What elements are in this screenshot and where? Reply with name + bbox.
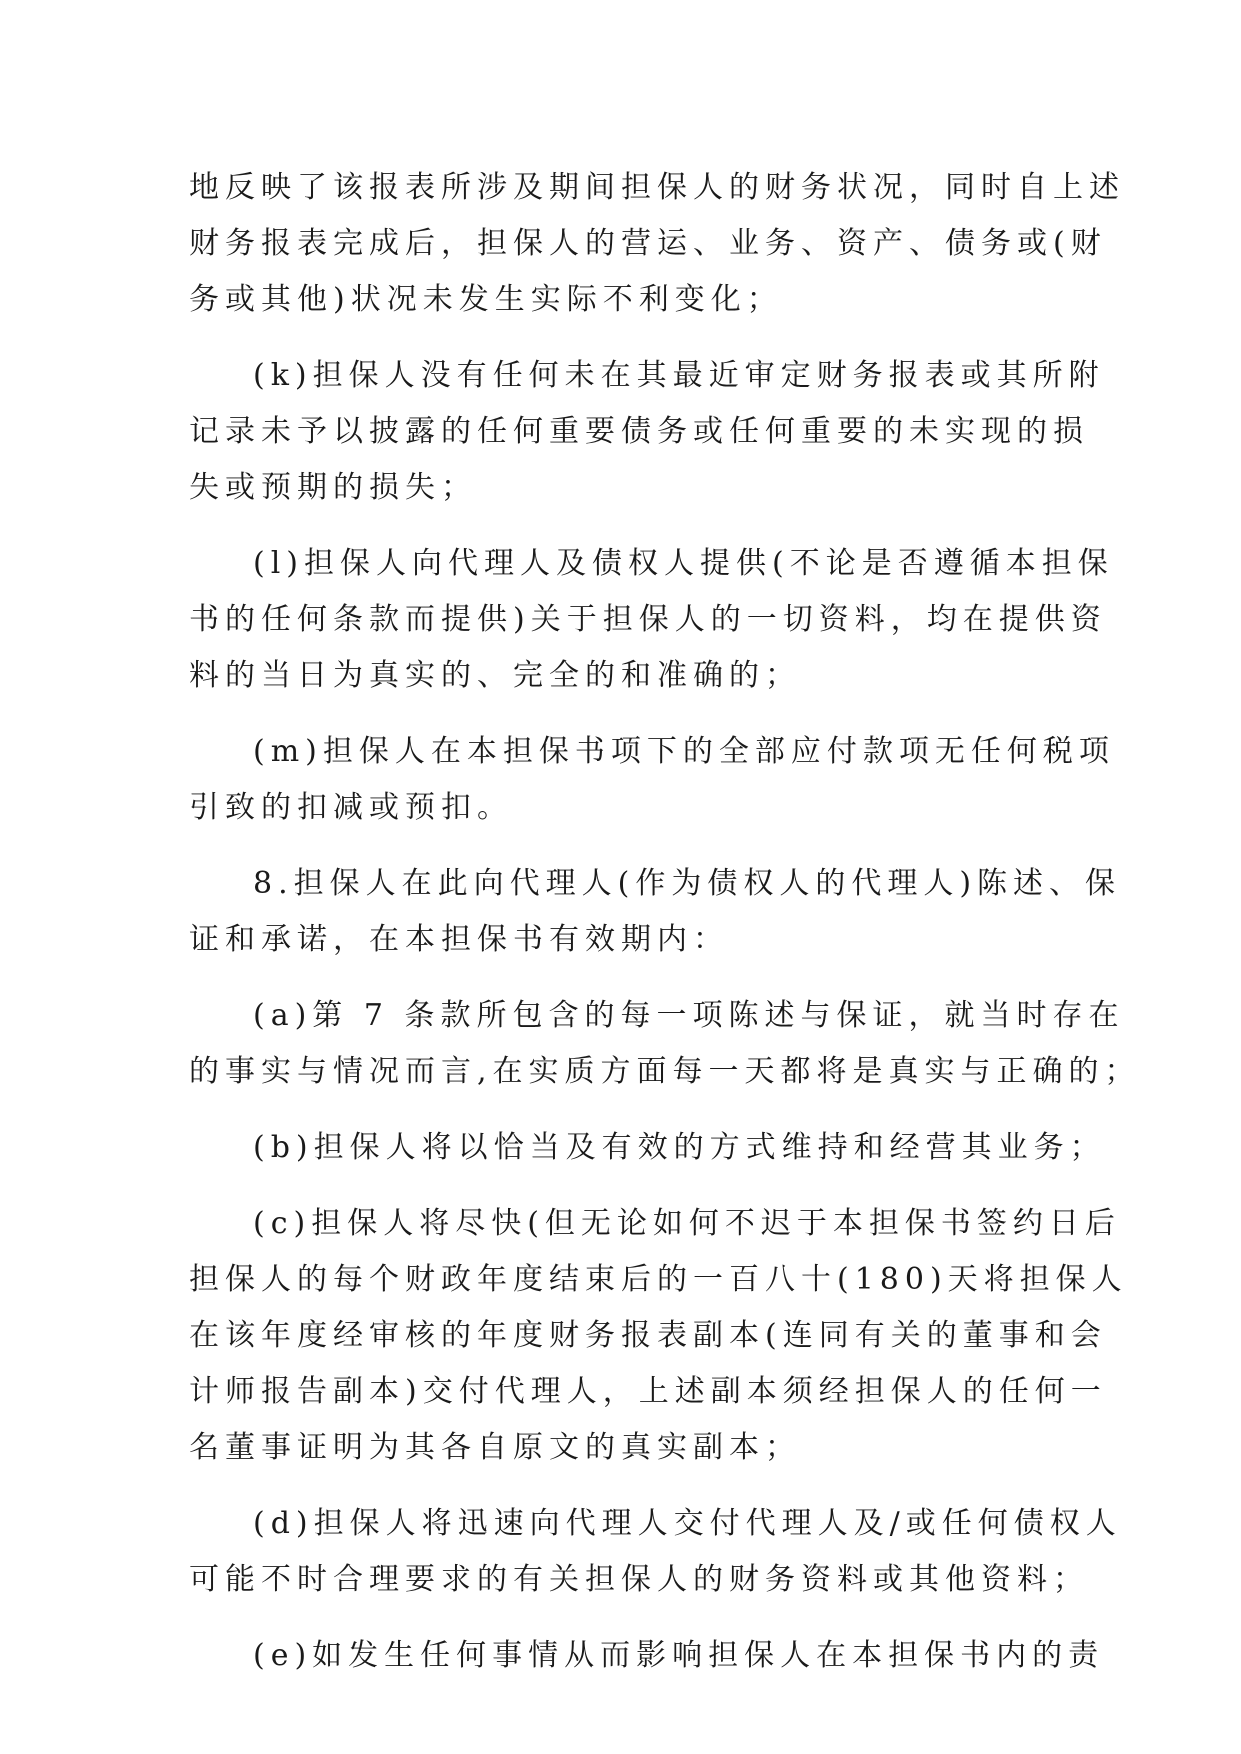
text-line: 地反映了该报表所涉及期间担保人的财务状况，同时自上述 bbox=[189, 170, 1125, 205]
paragraph bbox=[189, 1628, 1105, 1684]
text-line: 担保人的每个财政年度结束后的一百八十(180)天将担保人 bbox=[189, 1262, 1128, 1297]
text-line: 8.担保人在此向代理人(作为债权人的代理人)陈述、保 bbox=[253, 866, 1122, 901]
text-line: 务或其他)状况未发生实际不利变化； bbox=[189, 282, 783, 317]
text-line: 记录未予以披露的任何重要债务或任何重要的未实现的损 bbox=[189, 414, 1089, 449]
paragraph-spacing bbox=[189, 328, 1049, 348]
text-line: 证和承诺，在本担保书有效期内： bbox=[189, 922, 729, 957]
text-line: 计师报告副本)交付代理人，上述副本须经担保人的任何一 bbox=[189, 1374, 1107, 1409]
paragraph-spacing bbox=[189, 1176, 1049, 1196]
text-line: (m)担保人在本担保书项下的全部应付款项无任何税项 bbox=[253, 734, 1115, 769]
text-line: 的事实与情况而言,在实质方面每一天都将是真实与正确的； bbox=[189, 1054, 1141, 1089]
paragraph bbox=[189, 988, 1141, 1100]
text-line: 在该年度经审核的年度财务报表副本(连同有关的董事和会 bbox=[189, 1318, 1107, 1353]
document-body bbox=[189, 160, 1141, 1684]
paragraph-spacing bbox=[189, 1476, 1049, 1496]
paragraph bbox=[189, 1196, 1128, 1476]
text-line: (b)担保人将以恰当及有效的方式维持和经营其业务； bbox=[253, 1130, 1106, 1165]
text-line: 料的当日为真实的、完全的和准确的； bbox=[189, 658, 801, 693]
paragraph bbox=[189, 348, 1105, 516]
text-line: (k)担保人没有任何未在其最近审定财务报表或其所附 bbox=[253, 358, 1105, 393]
text-line: (e)如发生任何事情从而影响担保人在本担保书内的责 bbox=[253, 1638, 1105, 1673]
paragraph-spacing bbox=[189, 968, 1049, 988]
paragraph bbox=[189, 1120, 1106, 1176]
paragraph bbox=[189, 160, 1125, 328]
text-line: (l)担保人向代理人及债权人提供(不论是否遵循本担保 bbox=[253, 546, 1114, 581]
paragraph-spacing bbox=[189, 1100, 1049, 1120]
text-line: 失或预期的损失； bbox=[189, 470, 477, 505]
paragraph-spacing bbox=[189, 516, 1049, 536]
text-line: 财务报表完成后，担保人的营运、业务、资产、债务或(财 bbox=[189, 226, 1107, 261]
paragraph bbox=[189, 856, 1122, 968]
paragraph-spacing bbox=[189, 1608, 1049, 1628]
text-line: 书的任何条款而提供)关于担保人的一切资料，均在提供资 bbox=[189, 602, 1107, 637]
text-line: (a)第 7 条款所包含的每一项陈述与保证，就当时存在 bbox=[253, 998, 1125, 1033]
text-line: 名董事证明为其各自原文的真实副本； bbox=[189, 1430, 801, 1465]
paragraph-spacing bbox=[189, 836, 1049, 856]
text-line: (c)担保人将尽快(但无论如何不迟于本担保书签约日后 bbox=[253, 1206, 1121, 1241]
paragraph bbox=[189, 1496, 1122, 1608]
text-line: (d)担保人将迅速向代理人交付代理人及/或任何债权人 bbox=[253, 1506, 1122, 1541]
paragraph bbox=[189, 724, 1115, 836]
paragraph bbox=[189, 536, 1114, 704]
paragraph-spacing bbox=[189, 704, 1049, 724]
text-line: 可能不时合理要求的有关担保人的财务资料或其他资料； bbox=[189, 1562, 1089, 1597]
text-line: 引致的扣减或预扣。 bbox=[189, 790, 513, 825]
